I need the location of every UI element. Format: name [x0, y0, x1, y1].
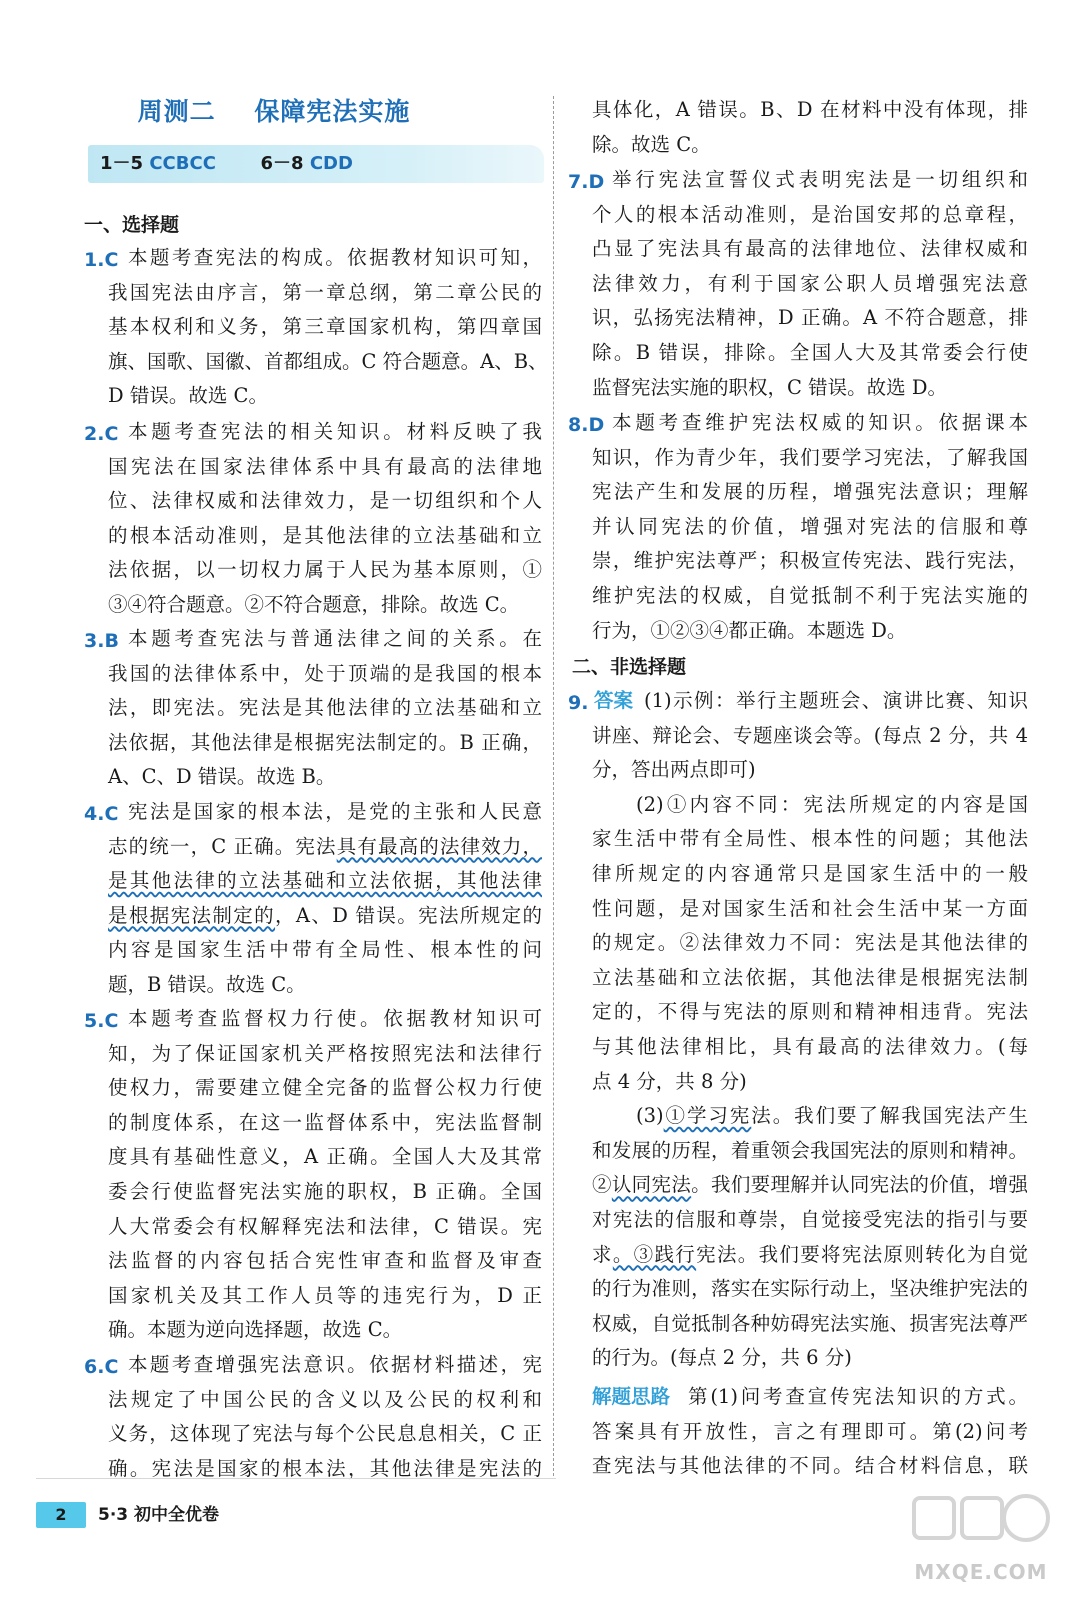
answer-line: 是根据宪法制定的，A、D 错误。宪法所规定的 — [108, 903, 542, 927]
answer-line: 第(1)问考查宣传宪法知识的方式。 — [688, 1385, 1028, 1408]
answer-line: 旗、国歌、国徽、首都组成。C 符合题意。A、B、 — [108, 349, 548, 373]
answer-key-range-2: 6－8 — [260, 153, 304, 174]
answer-line: 使权力，需要建立健全完备的监督公权力行使 — [108, 1076, 542, 1100]
footer-brand: 5·3 初中全优卷 — [98, 1505, 220, 1525]
answer-line: 本题考查宪法的相关知识。材料反映了我 — [128, 420, 542, 443]
solution-idea-tag: 解题思路 — [592, 1385, 671, 1408]
answer-line: 与其他法律相比，具有最高的法律效力。(每 — [592, 1035, 1028, 1058]
answer-line: 人大常委会有权解释宪法和法律，C 错误。宪 — [108, 1214, 542, 1238]
answer-line: (2)①内容不同：宪法所规定的内容是国 — [636, 792, 1028, 816]
answer-line: 我国的法律体系中，处于顶端的是我国的根本 — [108, 661, 542, 685]
question-number-q4: 4.C — [84, 803, 119, 825]
answer-circle-logo-icon — [906, 1478, 1056, 1558]
question-number-q7: 7.D — [568, 171, 605, 193]
answer-line: 法监督的内容包括合宪性审查和监督及审查 — [108, 1249, 542, 1273]
answer-line: 位、法律权威和法律效力，是一切组织和个人 — [108, 489, 542, 513]
column-divider — [553, 96, 554, 1476]
answer-key-bar — [88, 145, 544, 183]
answer-line: 是其他法律的立法基础和立法依据，其他法律 — [108, 869, 542, 893]
answer-line: 的行为准则，落实在实际行动上，坚决维护宪法的 — [592, 1277, 1028, 1301]
answer-line: 法，即宪法。宪法是其他法律的立法基础和立 — [108, 696, 542, 720]
answer-line: 义务，这体现了宪法与每个公民息息相关，C 正 — [108, 1422, 542, 1446]
answer-line: 除。B 错误，排除。全国人大及其常委会行使 — [592, 341, 1028, 364]
watermark-text: MXQE.COM — [914, 1560, 1048, 1584]
answer-line: 法律效力，有利于国家公职人员增强宪法意 — [592, 271, 1028, 295]
answer-line: 委会行使监督宪法实施的职权，B 正确。全国 — [108, 1180, 542, 1203]
answer-line: 本题考查宪法的构成。依据教材知识可知， — [128, 246, 542, 269]
answer-line: 法依据，以一切权力属于人民为基本原则，① — [108, 558, 542, 582]
answer-line: 点 4 分，共 8 分) — [592, 1069, 747, 1093]
answer-line: 本题考查增强宪法意识。依据材料描述，宪 — [128, 1353, 542, 1376]
answer-line: 对宪法的信服和尊崇，自觉接受宪法的指引与要 — [592, 1208, 1028, 1231]
answer-line: 行为，①②③④都正确。本题选 D。 — [592, 618, 907, 642]
answer-line: 崇，维护宪法尊严；积极宣传宪法、践行宪法， — [592, 549, 1028, 573]
answer-line: 权威，自觉抵制各种妨碍宪法实施、损害宪法尊严 — [592, 1311, 1028, 1335]
answer-line: 除。故选 C。 — [592, 132, 711, 156]
answer-line: 本题考查维护宪法权威的知识。依据课本 — [612, 411, 1028, 434]
answer-line: 题，B 错误。故选 C。 — [108, 973, 306, 996]
page-number: 2 — [36, 1502, 86, 1528]
answer-line: 凸显了宪法具有最高的法律地位、法律权威和 — [592, 237, 1028, 261]
answer-tag: 答案 — [594, 689, 634, 712]
answer-line: 并认同宪法的价值，增强对宪法的信服和尊 — [592, 514, 1028, 538]
question-number-q2: 2.C — [84, 423, 119, 445]
page-title: 周测二 保障宪法实施 — [137, 97, 411, 126]
answer-line: 定的，不得与宪法的原则和精神相违背。宪法 — [592, 1000, 1028, 1024]
answer-line: 具体化，A 错误。B、D 在材料中没有体现，排 — [592, 98, 1028, 121]
answer-line: 和发展的历程，着重领会我国宪法的原则和精神。 — [592, 1138, 1028, 1162]
answer-line: 知识，作为青少年，我们要学习宪法，了解我国 — [592, 445, 1028, 469]
answer-line: D 错误。故选 C。 — [108, 384, 268, 408]
answer-line: 答案具有开放性，言之有理即可。第(2)问考 — [592, 1419, 1028, 1443]
answer-line: ②认同宪法。我们要理解并认同宪法的价值，增强 — [592, 1173, 1028, 1197]
answer-line: A、C、D 错误。故选 B。 — [108, 765, 336, 789]
answer-line: 分，答出两点即可) — [592, 758, 756, 782]
answer-line: 基本权利和义务，第三章国家机构，第四章国 — [108, 315, 542, 339]
answer-line: 维护宪法的权威，自觉抵制不利于宪法实施的 — [592, 584, 1028, 607]
answer-key-range-1: 1－5 — [100, 153, 144, 174]
answer-line: 的制度体系，在这一监督体系中，宪法监督制 — [108, 1110, 542, 1134]
answer-line: 求。③践行宪法。我们要将宪法原则转化为自觉 — [592, 1242, 1028, 1266]
answer-line: 讲座、辩论会、专题座谈会等。(每点 2 分，共 4 — [592, 723, 1028, 747]
answer-key-answers-1: CCBCC — [149, 153, 216, 174]
answer-line: 知，为了保证国家机关严格按照宪法和法律行 — [108, 1041, 542, 1065]
answer-line: 确。本题为逆向选择题，故选 C。 — [108, 1318, 403, 1342]
question-number-q1: 1.C — [84, 249, 119, 271]
answer-line: 查宪法与其他法律的不同。结合材料信息，联 — [592, 1454, 1028, 1478]
answer-line: 个人的根本活动准则，是治国安邦的总章程， — [592, 202, 1028, 226]
section-heading-choice: 一、选择题 — [84, 214, 180, 236]
answer-line: 识，弘扬宪法精神，D 正确。A 不符合题意，排 — [592, 306, 1028, 330]
answer-line: 志的统一，C 正确。宪法具有最高的法律效力， — [108, 834, 542, 858]
answer-line: 宪法产生和发展的历程，增强宪法意识；理解 — [592, 480, 1028, 504]
answer-line: 家生活中带有全局性、根本性的问题；其他法 — [592, 827, 1028, 851]
answer-line: 的规定。②法律效力不同：宪法是其他法律的 — [592, 931, 1028, 955]
answer-line: 本题考查监督权力行使。依据教材知识可 — [128, 1007, 542, 1030]
answer-line: 国宪法在国家法律体系中具有最高的法律地 — [108, 454, 542, 478]
answer-line: 法依据，其他法律是根据宪法制定的。B 正确， — [108, 730, 542, 754]
question-number-q9: 9. — [568, 692, 589, 714]
question-number-q3: 3.B — [84, 630, 119, 652]
answer-line: 国家机关及其工作人员等的违宪行为，D 正 — [108, 1283, 542, 1307]
answer-line: 性问题，是对国家生活和社会生活中某一方面 — [592, 896, 1028, 920]
question-number-q8: 8.D — [568, 414, 605, 436]
answer-line: 本题考查宪法与普通法律之间的关系。在 — [128, 627, 542, 650]
answer-line: ③④符合题意。②不符合题意，排除。故选 C。 — [108, 593, 520, 616]
answer-key-answers-2: CDD — [309, 153, 353, 174]
answer-line: (1)示例：举行主题班会、演讲比赛、知识 — [644, 689, 1028, 712]
answer-line: 监督宪法实施的职权，C 错误。故选 D。 — [592, 375, 947, 399]
answer-line: 举行宪法宣誓仪式表明宪法是一切组织和 — [612, 168, 1028, 191]
question-number-q5: 5.C — [84, 1010, 119, 1032]
answer-line: 律所规定的内容通常只是国家生活中的一般 — [592, 862, 1028, 885]
answer-line: 的根本活动准则，是其他法律的立法基础和立 — [108, 523, 542, 547]
answer-line: 确。宪法是国家的根本法，其他法律是宪法的 — [108, 1456, 542, 1480]
answer-line: 度具有基础性意义，A 正确。全国人大及其常 — [108, 1145, 542, 1169]
watermark — [906, 1478, 1056, 1588]
question-number-q6: 6.C — [84, 1356, 119, 1378]
answer-line: 我国宪法由序言，第一章总纲，第二章公民的 — [108, 280, 542, 304]
answer-line: (3)①学习宪法。我们要了解我国宪法产生 — [636, 1104, 1028, 1128]
answer-line: 的行为。(每点 2 分，共 6 分) — [592, 1346, 852, 1370]
answer-line: 内容是国家生活中带有全局性、根本性的问 — [108, 938, 542, 962]
answer-line: 法规定了中国公民的含义以及公民的权利和 — [108, 1387, 542, 1411]
answer-line: 宪法是国家的根本法，是党的主张和人民意 — [128, 800, 542, 823]
section-heading-nonchoice: 二、非选择题 — [572, 656, 687, 678]
footer-rule — [36, 1478, 556, 1479]
answer-line: 立法基础和立法依据，其他法律是根据宪法制 — [592, 965, 1028, 989]
